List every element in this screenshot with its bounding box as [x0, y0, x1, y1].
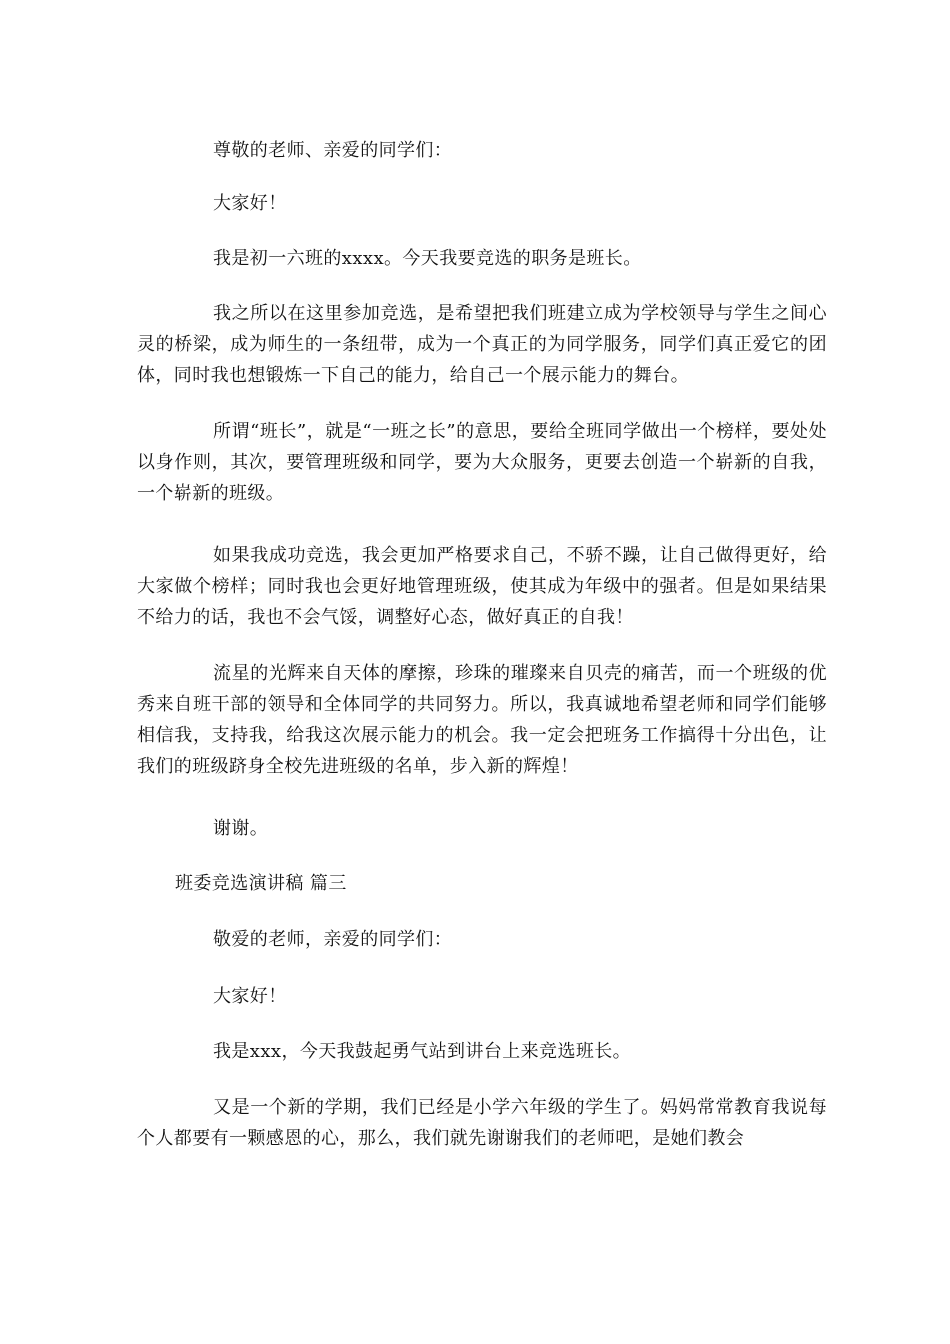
introduction-paragraph-2: 我是xxx，今天我鼓起勇气站到讲台上来竞选班长。	[213, 1041, 632, 1062]
salutation-paragraph: 尊敬的老师、亲爱的同学们：	[213, 140, 453, 161]
thanks-paragraph: 谢谢。	[213, 818, 269, 839]
greeting-paragraph-2: 大家好！	[213, 986, 287, 1007]
commitment-paragraph: 如果我成功竞选，我会更加严格要求自己，不骄不躁，让自己做得更好，给大家做个榜样；同时我也会更好地管理班级，使其成为年级中的强者。但是如果结果不给力的话，我也不会气馁，调整好心态，做好真正的自我！	[137, 545, 827, 628]
motivation-paragraph: 我之所以在这里参加竞选，是希望把我们班建立成为学校领导与学生之间心灵的桥梁，成为师生的一条纽带，成为一个真正的为同学服务，同学们真正爱它的团体，同时我也想锻炼一下自己的能力，给自己一个展示能力的舞台。	[137, 303, 827, 386]
greeting-paragraph: 大家好！	[213, 193, 287, 214]
section-heading: 班委竞选演讲稿 篇三	[175, 873, 347, 894]
role-definition-paragraph: 所谓“班长”，就是“一班之长”的意思，要给全班同学做出一个榜样，要处处以身作则，其次，要管理班级和同学，要为大众服务，更要去创造一个崭新的自我，一个崭新的班级。	[137, 421, 827, 504]
appeal-paragraph: 流星的光辉来自天体的摩擦，珍珠的璀璨来自贝壳的痛苦，而一个班级的优秀来自班干部的领导和全体同学的共同努力。所以，我真诚地希望老师和同学们能够相信我，支持我，给我这次展示能力的机会。我一定会把班务工作搞得十分出色，让我们的班级跻身全校先进班级的名单，步入新的辉煌！	[137, 663, 827, 777]
gratitude-paragraph: 又是一个新的学期，我们已经是小学六年级的学生了。妈妈常常教育我说每个人都要有一颗感恩的心，那么，我们就先谢谢我们的老师吧，是她们教会	[137, 1097, 827, 1149]
salutation-paragraph-2: 敬爱的老师，亲爱的同学们：	[213, 929, 453, 950]
introduction-paragraph: 我是初一六班的xxxx。今天我要竞选的职务是班长。	[213, 248, 642, 269]
